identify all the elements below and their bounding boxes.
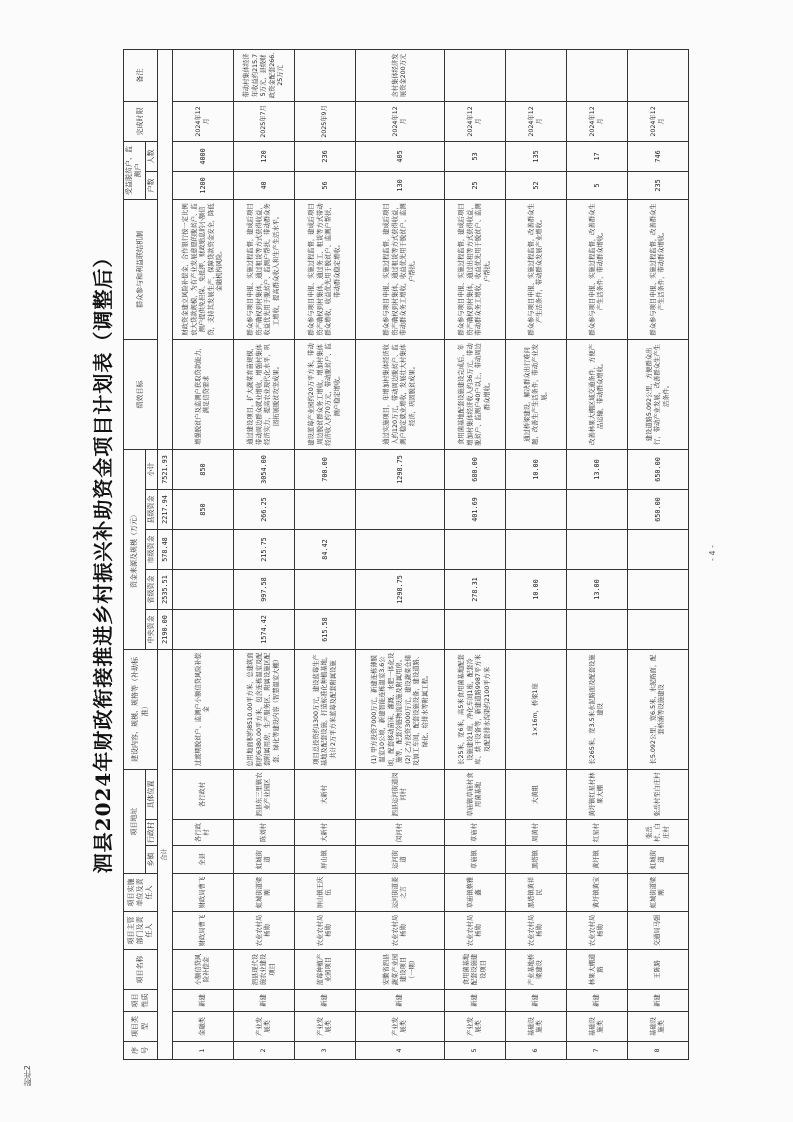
header-funds: 资金来源及规模（万元）: [124, 449, 146, 649]
total-city: 578.48: [158, 530, 173, 570]
cell-seq: 6: [506, 1042, 567, 1060]
attachment-label: 附件2: [23, 1065, 32, 1087]
cell-town: 全县: [173, 846, 234, 874]
cell-town: 屏山镇: [295, 846, 356, 874]
cell-subtotal: 700.00: [295, 449, 356, 489]
table-row: [295, 49, 356, 1059]
cell-people: 135: [506, 141, 567, 171]
cell-remark: 含村集体经济发展资金200万元: [356, 49, 445, 101]
total-row: [158, 49, 173, 1059]
cell-subtotal: 1298.75: [356, 449, 445, 489]
cell-remark: [173, 49, 234, 101]
cell-type: 产业发展类: [356, 1012, 445, 1042]
cell-unit: 黄圩镇黄宝: [567, 874, 628, 912]
cell-seq: 2: [234, 1042, 295, 1060]
cell-village: 张岳村、白庄村: [628, 820, 689, 846]
cell-people: 4000: [173, 141, 234, 171]
cell-content: 项目总投资约1300万元，建设蓝莓生产基地及配套设施，打造标准化种植基地，共计2万平方米蓝莓及配套附属设施: [295, 650, 356, 770]
cell-mechanism: 群众参与项目申报、实施过程监督，建成后项目资产确权到村集体，通过租赁等方式获得收益，收益优先用于脱贫户、监测户帮扶，带动群众务工增收，提高群众收入和生产生活水平。: [234, 199, 295, 339]
cell-nature: 新建: [445, 990, 506, 1012]
cell-county: [356, 490, 445, 530]
total-subtotal: 7521.93: [158, 449, 173, 489]
cell-unit: 草庙镇蔡雅鑫: [445, 874, 506, 912]
cell-performance: 通过实施项目，年增加村集体经济收入约120万元，带动周边脱贫户、监测户稳定就业增收，发展壮大村集体经济，巩固脱贫成果。: [356, 339, 445, 449]
cell-central: 1574.42: [234, 610, 295, 650]
cell-unit: 屏山镇王庆伍: [295, 874, 356, 912]
cell-type: 基础设施类: [628, 1012, 689, 1042]
cell-unit: 黑塔镇黄祥民: [506, 874, 567, 912]
cell-households: 130: [356, 171, 445, 199]
header-provincial: 省级资金: [145, 570, 157, 610]
cell-seq: 4: [356, 1042, 445, 1060]
cell-performance: 通过建设项目，扩大蔬菜育苗规模，带动周边群众就业增收，增强村集体经济实力，提高农业现代化水平，巩固拓展脱贫攻坚成果。: [234, 339, 295, 449]
cell-nature: 新建: [234, 990, 295, 1012]
cell-city: [445, 530, 506, 570]
cell-mechanism: 群众参与项目申报、实施过程监督，改善群众生产生活条件，带动群众增收。: [628, 199, 689, 339]
table-row: [445, 49, 506, 1059]
cell-content: 长25米，宽6米，高5米食用菌基地配套设施建设1座，净化车间1座，配套冷库、烘干设备等，新建道路9987平方米及配套排水沟渠约2100平方米: [445, 650, 506, 770]
total-central: 2190.00: [158, 610, 173, 650]
header-seq: 序号: [124, 1042, 158, 1060]
cell-county: 401.69: [445, 490, 506, 530]
header-deadline: 完成时限: [124, 101, 158, 141]
cell-unit: 虹城街道梁刚: [628, 874, 689, 912]
cell-city: [173, 530, 234, 570]
cell-households: 5: [567, 171, 628, 199]
cell-type: 基础设施类: [567, 1012, 628, 1042]
cell-village: 大新村: [295, 820, 356, 846]
cell-unit: 运河街道姜之言: [356, 874, 445, 912]
rotated-document: [83, 40, 741, 1080]
cell-mechanism: 群众参与项目申报、实施过程监督，建成后项目资产确权到村集体，通过务工、租赁等方式带动群众增收，收益优先用于脱贫户、监测户帮扶，带动群众稳定增收。: [295, 199, 356, 339]
cell-performance: 建设蓝莓产业园约20万平方米，带动周边脱贫群众务工增收，增加村集体经济收入约70万元，带动脱贫户、监测户稳定增收。: [295, 339, 356, 449]
cell-people: 120: [234, 141, 295, 171]
table-row: [628, 49, 689, 1059]
header-households: 户数: [145, 171, 157, 199]
cell-nature: 新建: [295, 990, 356, 1012]
cell-unit: 虹城街道梁刚: [234, 874, 295, 912]
page-number: - 4 -: [708, 545, 717, 561]
table-row: [173, 49, 234, 1059]
cell-city: 215.75: [234, 530, 295, 570]
header-name: 项目名称: [124, 950, 158, 990]
header-mechanism: 群众参与和利益联结机制: [124, 199, 158, 339]
cell-central: [173, 610, 234, 650]
cell-nature: 新建: [506, 990, 567, 1012]
cell-people: 53: [445, 141, 506, 171]
cell-remark: [506, 49, 567, 101]
cell-provincial: [628, 570, 689, 610]
header-county: 县级资金: [145, 490, 157, 530]
cell-name: 林果大棚道路: [567, 950, 628, 990]
cell-type: 金融类: [173, 1012, 234, 1042]
cell-subtotal: 3054.00: [234, 449, 295, 489]
cell-subtotal: 850: [173, 449, 234, 489]
cell-seq: 7: [567, 1042, 628, 1060]
cell-provincial: 10.00: [506, 570, 567, 610]
cell-county: 650.00: [628, 490, 689, 530]
cell-central: 615.58: [295, 610, 356, 650]
cell-site: 张岳村至白庄村: [628, 770, 689, 820]
cell-city: [628, 530, 689, 570]
cell-subtotal: 650.00: [628, 449, 689, 489]
total-provincial: 2535.51: [158, 570, 173, 610]
header-village: 行政村: [145, 820, 157, 846]
cell-town: 黑塔镇: [506, 846, 567, 874]
cell-content: 长265米，宽3.5米水泥路面及配套设施建设: [567, 650, 628, 770]
cell-name: 王陈路: [628, 950, 689, 990]
cell-people: 746: [628, 141, 689, 171]
cell-nature: 新建: [628, 990, 689, 1012]
cell-deadline: 2024年12月: [356, 101, 445, 141]
header-people: 人数: [145, 141, 157, 171]
cell-county: [506, 490, 567, 530]
total-blank: [158, 49, 173, 449]
cell-content: 1×16m，桥梁1座: [506, 650, 567, 770]
cell-village: 陈刘村: [234, 820, 295, 846]
cell-county: [295, 490, 356, 530]
header-city: 市级资金: [145, 530, 157, 570]
cell-provincial: 278.31: [445, 570, 506, 610]
cell-village: 周黄村: [506, 820, 567, 846]
cell-households: 52: [506, 171, 567, 199]
cell-site: 泗县东三里镇农业产业园区: [234, 770, 295, 820]
cell-town: 虹城街道: [628, 846, 689, 874]
cell-seq: 3: [295, 1042, 356, 1060]
cell-seq: 5: [445, 1042, 506, 1060]
cell-central: [506, 610, 567, 650]
cell-site: 大新村: [295, 770, 356, 820]
cell-name: 食用菌基地配套设施建设项目: [445, 950, 506, 990]
cell-deadline: 2024年12月: [628, 101, 689, 141]
header-subtotal: 小计: [145, 449, 157, 489]
table-row: [506, 49, 567, 1059]
cell-remark: [567, 49, 628, 101]
cell-performance: 食用菌基地配套设施建设完成后，年增加村集体经济收入约36万元，带动脱贫户、监测户40户以上，带动周边群众增收。: [445, 339, 506, 449]
cell-households: 235: [628, 171, 689, 199]
header-beneficiary: 受益脱贫户、监测户: [124, 141, 146, 199]
cell-town: 虹城街道: [234, 846, 295, 874]
table-row: [234, 49, 295, 1059]
cell-seq: 1: [173, 1042, 234, 1060]
cell-central: [628, 610, 689, 650]
cell-subtotal: 680.00: [445, 449, 506, 489]
total-label: 合计: [158, 650, 173, 1060]
cell-dept: 农业农村局杨勋: [356, 912, 445, 950]
cell-provincial: 997.58: [234, 570, 295, 610]
cell-people: 405: [356, 141, 445, 171]
cell-city: 84.42: [295, 530, 356, 570]
cell-site: 各行政村: [173, 770, 234, 820]
cell-performance: 改善林果大棚区域交通条件，方便产品运输，带动群众增收。: [567, 339, 628, 449]
cell-dept: 农业农村局杨勋: [295, 912, 356, 950]
header-remark: 备注: [124, 49, 158, 101]
cell-dept: 农业农村局杨勋: [234, 912, 295, 950]
cell-performance: 建设道路5.092公里，方便群众出行，带动产业发展，改善群众生产生活条件。: [628, 339, 689, 449]
cell-people: 236: [295, 141, 356, 171]
cell-unit: 财政局曹飞: [173, 874, 234, 912]
cell-households: 25: [445, 171, 506, 199]
cell-mechanism: 群众参与项目申报、实施过程监督，改善群众生产生活条件，带动群众发展产业增收。: [506, 199, 567, 339]
cell-city: [356, 530, 445, 570]
cell-name: 产业基地桥梁建设: [506, 950, 567, 990]
cell-type: 产业发展类: [234, 1012, 295, 1042]
document-title: 泗县2024年财政衔接推进乡村振兴补助资金项目计划表（调整后）: [91, 246, 115, 874]
cell-site: 黄圩镇红星村林果大棚: [567, 770, 628, 820]
cell-central: [356, 610, 445, 650]
header-row-1: [124, 49, 146, 1059]
cell-deadline: 2025年7月: [234, 101, 295, 141]
cell-dept: 财政局曹飞: [173, 912, 234, 950]
table-row: [567, 49, 628, 1059]
cell-performance: 增强脱贫户及监测户获取贷款能力，满足信贷需求: [173, 339, 234, 449]
cell-provincial: [173, 570, 234, 610]
cell-content: 过渡期脱贫户、监测户小额信贷风险补偿金: [173, 650, 234, 770]
cell-subtotal: 13.00: [567, 449, 628, 489]
cell-provincial: [295, 570, 356, 610]
cell-deadline: 2025年9月: [295, 101, 356, 141]
cell-mechanism: 群众参与项目申报、实施过程监督，建成后项目资产确权到村集体，通过出租等方式获得收益，带动群众务工增收，收益优先用于脱贫户、监测户帮扶。: [445, 199, 506, 339]
cell-people: 17: [567, 141, 628, 171]
cell-name: 蓝莓种植产业园项目: [295, 950, 356, 990]
cell-seq: 8: [628, 1042, 689, 1060]
cell-households: 1200: [173, 171, 234, 199]
header-nature: 项目性质: [124, 990, 158, 1012]
cell-type: 产业发展类: [445, 1012, 506, 1042]
total-county: 2217.94: [158, 490, 173, 530]
cell-site: 大黄组: [506, 770, 567, 820]
header-town: 乡镇: [145, 846, 157, 874]
cell-central: [445, 610, 506, 650]
cell-central: [567, 610, 628, 650]
cell-type: 基础设施类: [506, 1012, 567, 1042]
cell-households: 56: [295, 171, 356, 199]
cell-village: 草庙村: [445, 820, 506, 846]
cell-dept: 农业农村局杨勋: [506, 912, 567, 950]
cell-name: 小额信贷风险补偿金: [173, 950, 234, 990]
cell-content: (1) 甲方投资7000万元，新建连栋薄膜温室10公顷，新建智能连栋温室3.6公顷，配套移动苗床、灌溉、水肥一体化设施等，配套冷链物流设施及附属用房。(2) 乙方投资3000万元，建设蔬菜仓储及加工车间，配套设施设备，建设道路、绿化、给排水等附属工程。: [356, 650, 445, 770]
cell-mechanism: 群众参与项目申报、实施过程监督，改善群众生产生活条件，带动群众增收。: [567, 199, 628, 339]
header-dept: 项目主管部门及责任人: [124, 912, 158, 950]
cell-performance: 通过桥梁建设，解决群众出行难问题，改善生产生活条件，带动产业发展。: [506, 339, 567, 449]
header-performance: 绩效目标: [124, 339, 158, 449]
cell-name: 安徽省泗县蔬菜产业园建设项目（一期）: [356, 950, 445, 990]
cell-city: [506, 530, 567, 570]
cell-provincial: 1298.75: [356, 570, 445, 610]
project-plan-table: [123, 49, 689, 1060]
cell-site: 草庙镇草庙村食用菌基地: [445, 770, 506, 820]
cell-town: 黄圩镇: [567, 846, 628, 874]
cell-subtotal: 10.00: [506, 449, 567, 489]
cell-nature: 新建: [173, 990, 234, 1012]
cell-county: 850: [173, 490, 234, 530]
header-type: 项目类型: [124, 1012, 158, 1042]
cell-content: 总用地面积约8510.00平方米，总建筑面积约6380.00平方米，包含连栋温室及配套附属用房，生产服务区、附属设施区配套、绿化等建设内容（智慧温室大棚）: [234, 650, 295, 770]
cell-mechanism: 群众参与项目申报、实施过程监督，建成后项目资产确权到村集体，通过租赁等方式获得收益，带动群众务工增收，收益优先用于脱贫户、监测户帮扶。: [356, 199, 445, 339]
cell-dept: 农业农村局杨勋: [567, 912, 628, 950]
header-site: 具体位置: [145, 770, 157, 820]
cell-nature: 新建: [567, 990, 628, 1012]
cell-content: 长5.092公里，宽6.5米，水泥路面，配套桥涵等设施建设: [628, 650, 689, 770]
cell-deadline: 2024年12月: [567, 101, 628, 141]
cell-remark: [295, 49, 356, 101]
cell-name: 泗县现代设施农业建设项目: [234, 950, 295, 990]
cell-provincial: 13.00: [567, 570, 628, 610]
cell-mechanism: 财政资金建立风险补偿金，合作银行按一定比例放大贷款规模，为有产业发展意愿的脱贫户、监测户提供免担保、免抵押、财政贴息的小额信贷，支持其发展生产，保障贷款资金安全，降低金融机构风险。: [173, 199, 234, 339]
cell-deadline: 2024年12月: [506, 101, 567, 141]
cell-town: 草庙镇: [445, 846, 506, 874]
cell-deadline: 2024年12月: [173, 101, 234, 141]
cell-dept: 农业农村局杨勋: [445, 912, 506, 950]
cell-village: 闵河村: [356, 820, 445, 846]
cell-village: 红星村: [567, 820, 628, 846]
header-content: 建设内容、规模、规格等（补助标准）: [124, 650, 158, 770]
cell-town: 运河街道: [356, 846, 445, 874]
cell-city: [567, 530, 628, 570]
cell-nature: 新建: [356, 990, 445, 1012]
cell-remark: [445, 49, 506, 101]
cell-type: 产业发展类: [295, 1012, 356, 1042]
cell-village: 各行政村: [173, 820, 234, 846]
cell-deadline: 2024年12月: [445, 101, 506, 141]
table-row: [356, 49, 445, 1059]
header-unit: 项目实施单位及责任人: [124, 874, 158, 912]
cell-households: 40: [234, 171, 295, 199]
header-location: 项目地址: [124, 770, 146, 874]
cell-dept: 交通局马强: [628, 912, 689, 950]
cell-remark: [628, 49, 689, 101]
cell-county: 266.25: [234, 490, 295, 530]
cell-county: [567, 490, 628, 530]
cell-site: 泗县运河街道闵河村: [356, 770, 445, 820]
header-central: 中央资金: [145, 610, 157, 650]
cell-remark: 带动村集体经济年收益约215.75万元，县级财政资金配套266.25万元: [234, 49, 295, 101]
